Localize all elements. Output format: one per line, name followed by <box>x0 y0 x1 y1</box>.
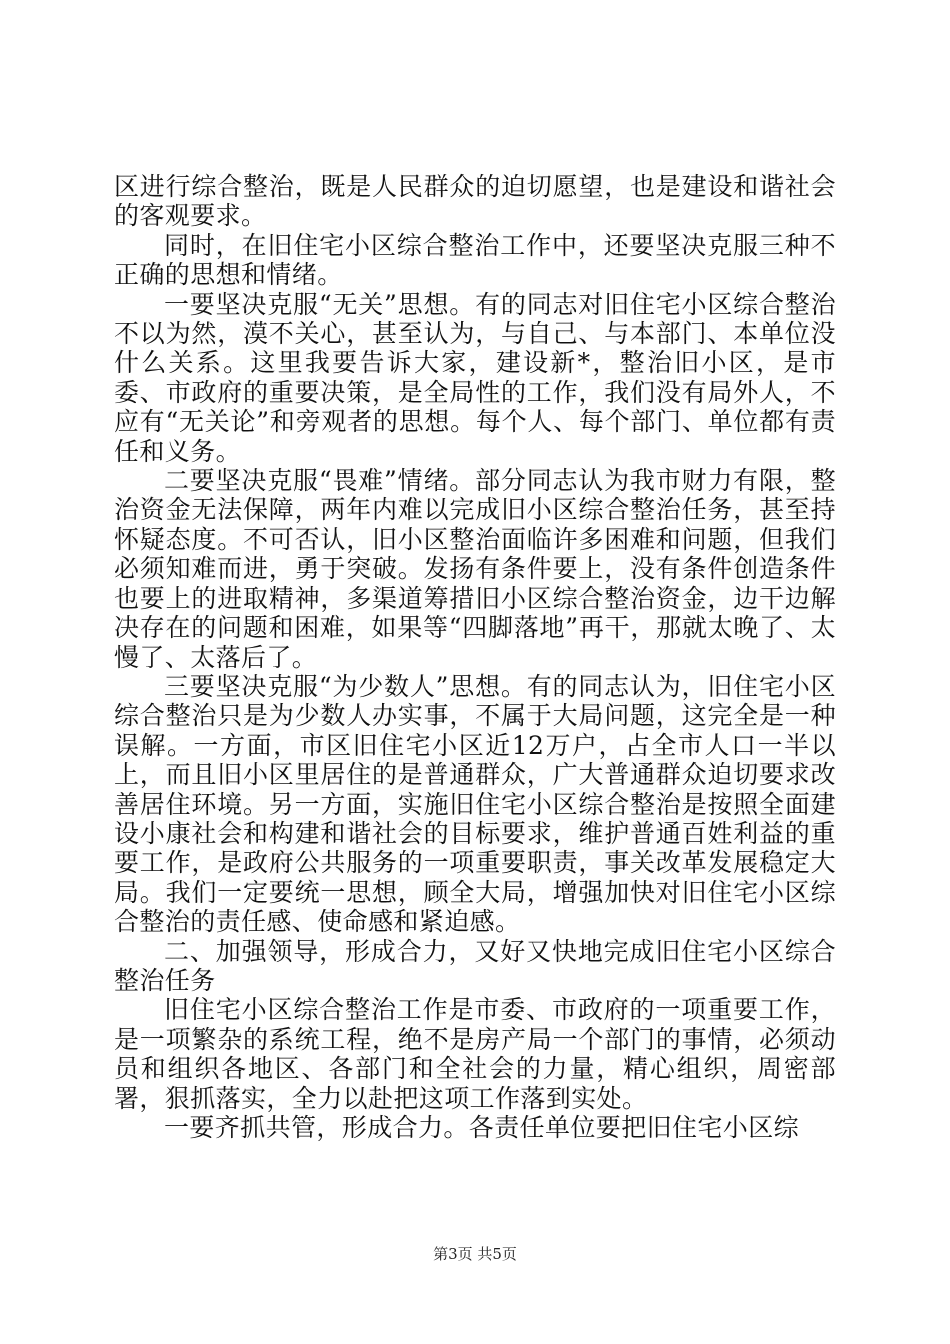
section-heading-leadership: 二、加强领导，形成合力，又好又快地完成旧住宅小区综合整治任务 <box>114 936 836 995</box>
paragraph-continuation: 区进行综合整治，既是人民群众的迫切愿望，也是建设和谐社会的客观要求。 <box>114 172 836 231</box>
paragraph-joint-management: 一要齐抓共管，形成合力。各责任单位要把旧住宅小区综 <box>164 1113 800 1142</box>
paragraph-overcome-irrelevance: 一要坚决克服“无关”思想。有的同志对旧住宅小区综合整治不以为然，漠不关心，甚至认为，与自己、与本部门、本单位没什么关系。这里我要告诉大家，建设新*，整治旧小区，是市委、市政府的重要决策，是全局性的工作，我们没有局外人，不应有“无关论”和旁观者的思想。每个人、每个部门、单位都有责任和义务。 <box>114 289 836 466</box>
paragraph-intro-three-mindsets: 同时，在旧住宅小区综合整治工作中，还要坚决克服三种不正确的思想和情绪。 <box>114 230 836 290</box>
page-total: 共5页 <box>477 1245 517 1263</box>
paragraph-overcome-minority-view: 三要坚决克服“为少数人”思想。有的同志认为，旧住宅小区综合整治只是为少数人办实事，不属于大局问题，这完全是一种误解。一方面，市区旧住宅小区近12万户，占全市人口一半以上，而且旧小区里居住的是普通群众，广大普通群众迫切要求改善居住环境。另一方面，实施旧住宅小区综合整治是按照全面建设小康社会和构建和谐社会的目标要求，维护普通百姓利益的重要工作，是政府公共服务的一项重要职责，事关改革发展稳定大局。我们一定要统一思想，顾全大局，增强加快对旧住宅小区综合整治的责任感、使命感和紧迫感。 <box>114 671 836 937</box>
page-number: 第3页 <box>433 1245 473 1263</box>
page-footer <box>0 1244 950 1264</box>
paragraph-system-project: 旧住宅小区综合整治工作是市委、市政府的一项重要工作，是一项繁杂的系统工程，绝不是房产局一个部门的事情，必须动员和组织各地区、各部门和全社会的力量，精心组织，周密部署，狠抓落实，全力以赴把这项工作落到实处。 <box>114 995 836 1113</box>
paragraph-overcome-fear: 二要坚决克服“畏难”情绪。部分同志认为我市财力有限，整治资金无法保障，两年内难以完成旧小区综合整治任务，甚至持怀疑态度。不可否认，旧小区整治面临许多困难和问题，但我们必须知难而进，勇于突破。发扬有条件要上，没有条件创造条件也要上的进取精神，多渠道筹措旧小区综合整治资金，边干边解决存在的问题和困难，如果等“四脚落地”再干，那就太晚了、太慢了、太落后了。 <box>114 466 836 672</box>
document-body <box>114 172 836 1142</box>
